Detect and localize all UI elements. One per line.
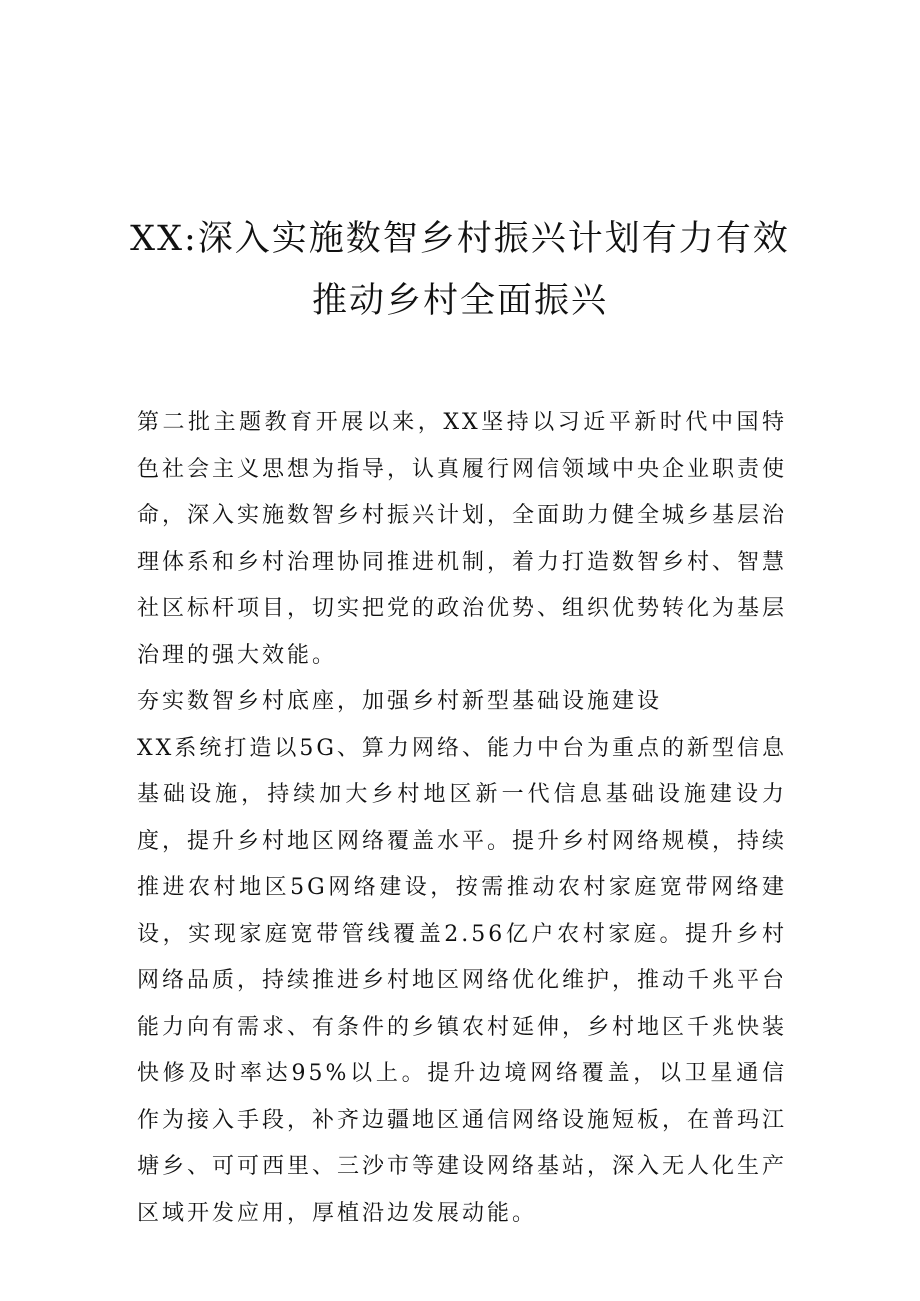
document-title-line-2: 推动乡村全面振兴 [311, 281, 608, 321]
document-body [137, 400, 787, 1237]
section-heading: 夯实数智乡村底座，加强乡村新型基础设施建设 [137, 689, 663, 714]
infrastructure-paragraph: XX系统打造以5G、算力网络、能力中台为重点的新型信息基础设施，持续加大乡村地区新一代信息基础设施建设力度，提升乡村地区网络覆盖水平。提升乡村网络规模，持续推进农村地区5G网络建设，按需推动农村家庭宽带网络建设，实现家庭宽带管线覆盖2.56亿户农村家庭。提升乡村网络品质，持续推进乡村地区网络优化维护，推动千兆平台能力向有需求、有条件的乡镇农村延伸，乡村地区千兆快装快修及时率达95%以上。提升边境网络覆盖，以卫星通信作为接入手段，补齐边疆地区通信网络设施短板，在普玛江塘乡、可可西里、三沙市等建设网络基站，深入无人化生产区域开发应用，厚植沿边发展动能。 [137, 735, 788, 1226]
intro-paragraph: 第二批主题教育开展以来，XX坚持以习近平新时代中国特色社会主义思想为指导，认真履行网信领域中央企业职责使命，深入实施数智乡村振兴计划，全面助力健全城乡基层治理体系和乡村治理协同推进机制，着力打造数智乡村、智慧社区标杆项目，切实把党的政治优势、组织优势转化为基层治理的强大效能。 [137, 410, 788, 668]
document-title-line-1: XX:深入实施数智乡村振兴计划有力有效 [130, 219, 790, 259]
